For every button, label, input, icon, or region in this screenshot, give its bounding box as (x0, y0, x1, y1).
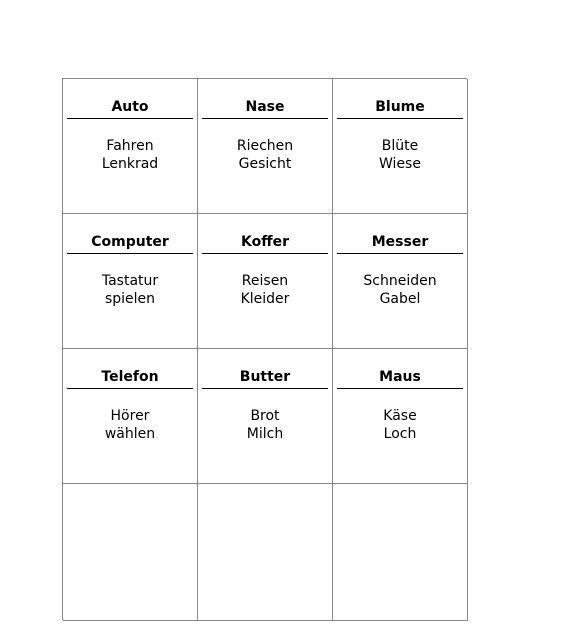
forbidden-word: Gesicht (238, 156, 292, 172)
taboo-card (198, 79, 333, 214)
forbidden-word: Kleider (240, 291, 290, 307)
forbidden-word: spielen (104, 291, 156, 307)
forbidden-words (63, 137, 197, 173)
forbidden-words (63, 272, 197, 308)
empty-card (63, 484, 198, 621)
empty-card (198, 484, 333, 621)
card-title: Telefon (67, 368, 193, 389)
card-title: Messer (337, 233, 463, 254)
forbidden-word: Riechen (236, 138, 294, 154)
forbidden-word: wählen (104, 426, 156, 442)
forbidden-word: Wiese (379, 156, 421, 172)
forbidden-word: Gabel (379, 291, 421, 307)
taboo-card (333, 79, 468, 214)
empty-card (333, 484, 468, 621)
taboo-card (198, 214, 333, 349)
card-title: Maus (337, 368, 463, 389)
forbidden-word: Lenkrad (101, 156, 159, 172)
forbidden-word: Fahren (106, 138, 154, 154)
taboo-card (63, 214, 198, 349)
forbidden-word: Tastatur (101, 273, 159, 289)
forbidden-words (198, 137, 332, 173)
forbidden-word: Brot (250, 408, 280, 424)
taboo-card (63, 79, 198, 214)
card-title: Blume (337, 98, 463, 119)
forbidden-word: Milch (246, 426, 284, 442)
forbidden-word: Schneiden (363, 273, 437, 289)
forbidden-word: Hörer (110, 408, 150, 424)
taboo-card (333, 349, 468, 484)
forbidden-words (198, 272, 332, 308)
forbidden-words (63, 407, 197, 443)
card-title: Koffer (202, 233, 328, 254)
card-title: Auto (67, 98, 193, 119)
card-title: Computer (67, 233, 193, 254)
forbidden-word: Käse (383, 408, 417, 424)
taboo-card-grid (62, 78, 467, 620)
forbidden-words (198, 407, 332, 443)
forbidden-words (333, 137, 467, 173)
forbidden-words (333, 407, 467, 443)
taboo-card (333, 214, 468, 349)
forbidden-words (333, 272, 467, 308)
forbidden-word: Reisen (241, 273, 289, 289)
taboo-card (198, 349, 333, 484)
card-title: Butter (202, 368, 328, 389)
forbidden-word: Loch (383, 426, 417, 442)
taboo-card (63, 349, 198, 484)
forbidden-word: Blüte (381, 138, 419, 154)
card-title: Nase (202, 98, 328, 119)
